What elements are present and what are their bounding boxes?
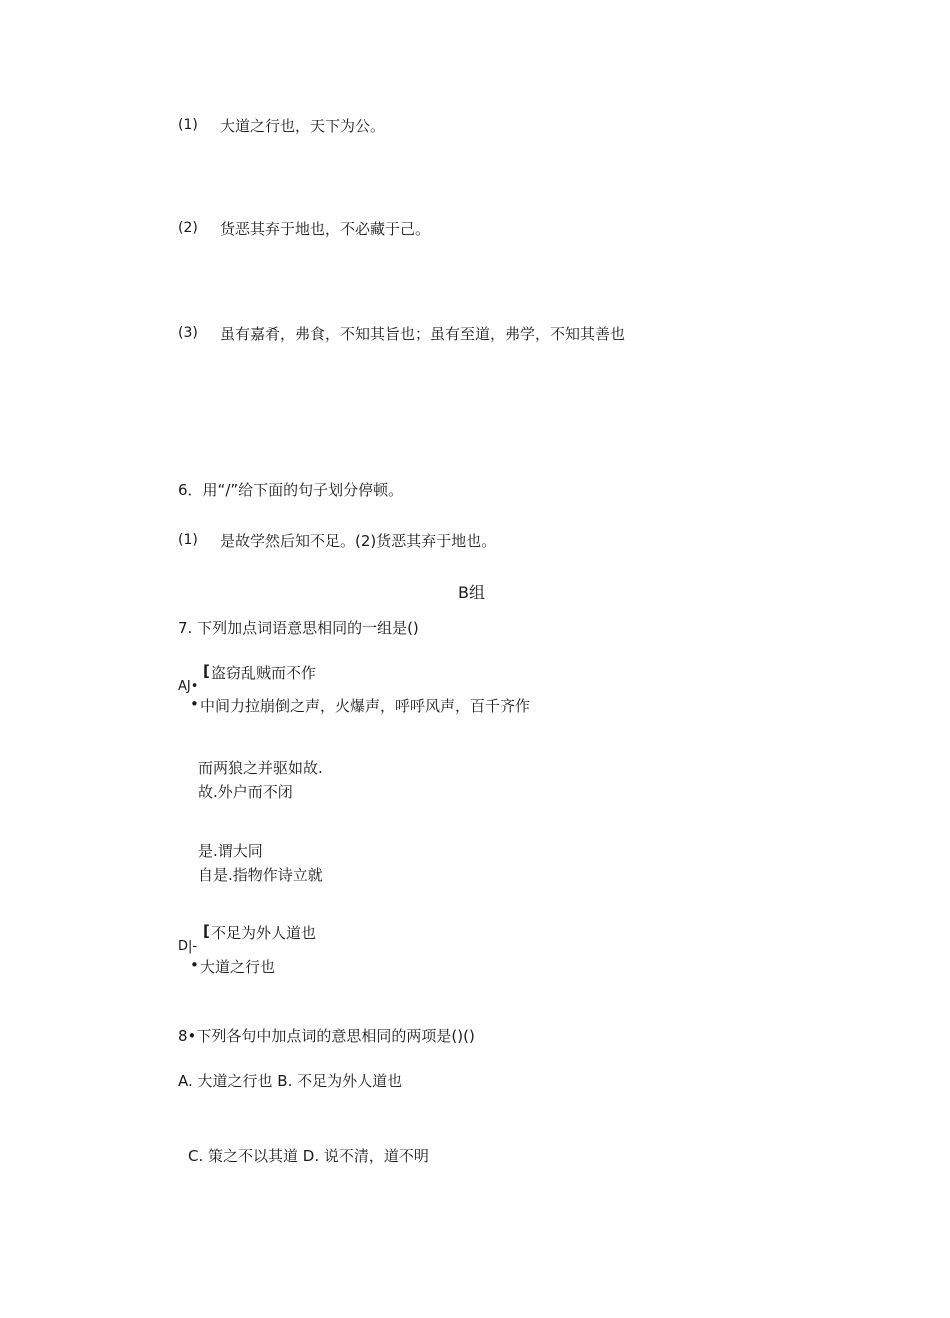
item-number: (2) xyxy=(178,220,198,236)
item-number: (1) xyxy=(178,117,198,133)
question-8-options-cd: C. 策之不以其道 D. 说不清，道不明 xyxy=(188,1147,429,1165)
option-a-line1: 盗窃乱贼而不作 xyxy=(211,664,317,682)
bullet-mark: • xyxy=(190,956,199,974)
item-number: (1) xyxy=(178,532,198,548)
item-text: 大道之行也，天下为公。 xyxy=(220,117,386,135)
question-6: 6．用“/”给下面的句子划分停顿。 xyxy=(178,481,404,499)
item-text: 是故学然后知不足。(2)货恶其弃于地也。 xyxy=(220,532,497,550)
option-a-label: AJ• xyxy=(178,679,199,694)
option-d-line1: 不足为外人道也 xyxy=(211,924,317,942)
bullet-mark: • xyxy=(190,695,199,713)
option-d-label: D|- xyxy=(178,939,198,954)
bracket-mark: [ xyxy=(203,662,210,680)
option-b-line1: 而两狼之并驱如故. xyxy=(198,759,323,777)
item-number: (3) xyxy=(178,325,198,341)
item-text: 货恶其弃于地也，不必藏于己。 xyxy=(220,220,431,238)
option-d-line2: 大道之行也 xyxy=(200,958,276,976)
question-8-options-ab: A. 大道之行也 B. 不足为外人道也 xyxy=(178,1072,403,1090)
option-c-line2: 自是.指物作诗立就 xyxy=(198,866,323,884)
section-title: B组 xyxy=(458,583,485,602)
bracket-mark: [ xyxy=(203,922,210,940)
question-7: 7. 下列加点词语意思相同的一组是() xyxy=(178,619,419,637)
option-a-line2: 中间力拉崩倒之声，火爆声，呼呼风声，百千齐作 xyxy=(200,697,531,715)
option-b-line2: 故.外户而不闭 xyxy=(198,783,293,801)
question-8: 8•下列各句中加点词的意思相同的两项是()() xyxy=(178,1027,475,1045)
option-c-line1: 是.谓大同 xyxy=(198,842,263,860)
item-text: 虽有嘉肴，弗食，不知其旨也；虽有至道，弗学，不知其善也 xyxy=(220,325,626,343)
